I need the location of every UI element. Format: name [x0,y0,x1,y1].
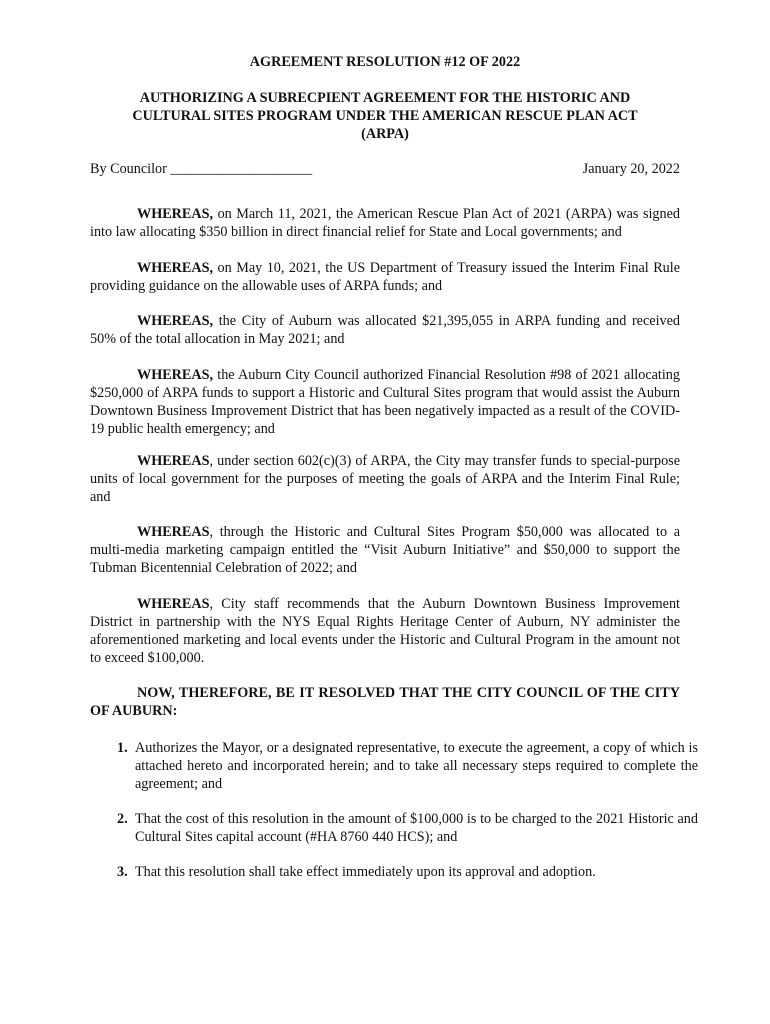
whereas-text: the City of Auburn was allocated $21,395,055 in ARPA funding and received 50% of the total allocation in May 2021; and [90,313,680,347]
item-number: 3. [117,864,128,880]
resolution-date: January 20, 2022 [582,161,680,177]
whereas-clause-4 [90,366,680,438]
item-text: Authorizes the Mayor, or a designated representative, to execute the agreement, a copy of which is attached hereto and incorporated herein; and to take all necessary steps required to complete the agreement; and [135,740,698,792]
resolution-item-2 [117,810,698,846]
whereas-clause-1 [90,205,680,241]
whereas-clause-7 [90,595,680,667]
subtitle-line-1: AUTHORIZING A SUBRECPIENT AGREEMENT FOR THE HISTORIC AND [139,90,631,106]
item-number: 2. [117,811,128,827]
subtitle-line-2: CULTURAL SITES PROGRAM UNDER THE AMERICAN RESCUE PLAN ACT [132,108,638,124]
whereas-clause-2 [90,259,680,295]
whereas-text: , under section 602(c)(3) of ARPA, the City may transfer funds to special-purpose units of local government for the purposes of meeting the goals of ARPA and the Interim Final Rule; and [90,453,680,505]
resolution-item-3 [117,863,698,881]
whereas-clause-6 [90,523,680,577]
whereas-text: on March 11, 2021, the American Rescue Plan Act of 2021 (ARPA) was signed into law allocating $350 billion in direct financial relief for State and Local governments; and [90,206,680,240]
document-subtitle [90,89,680,143]
whereas-lead: WHEREAS [137,453,210,469]
whereas-clause-3 [90,312,680,348]
whereas-text: on May 10, 2021, the US Department of Treasury issued the Interim Final Rule providing guidance on the allowable uses of ARPA funds; and [90,260,680,294]
byline-row [90,160,680,178]
whereas-lead: WHEREAS, [137,206,214,222]
whereas-text: , City staff recommends that the Auburn Downtown Business Improvement District in partnership with the NYS Equal Rights Heritage Center of Auburn, NY administer the aforementioned marketing and local events under the Historic and Cultural Program in the amount not to exceed $100,000. [90,596,680,666]
resolved-clause: NOW, THEREFORE, BE IT RESOLVED THAT THE CITY COUNCIL OF THE CITY OF AUBURN: [90,685,680,719]
subtitle-line-3: (ARPA) [361,126,409,142]
item-text: That the cost of this resolution in the amount of $100,000 is to be charged to the 2021 Historic and Cultural Sites capital account (#HA 8760 440 HCS); and [135,811,698,845]
whereas-lead: WHEREAS, [137,367,214,383]
whereas-lead: WHEREAS [137,596,210,612]
item-text: That this resolution shall take effect immediately upon its approval and adoption. [135,864,596,880]
whereas-lead: WHEREAS, [137,260,214,276]
whereas-text: , through the Historic and Cultural Sites Program $50,000 was allocated to a multi-media marketing campaign entitled the “Visit Auburn Initiative” and $50,000 to support the Tubman Bicentennial Celebration of 2022; and [90,524,680,576]
document-title: AGREEMENT RESOLUTION #12 OF 2022 [249,54,521,70]
whereas-lead: WHEREAS, [137,313,214,329]
whereas-text: the Auburn City Council authorized Financial Resolution #98 of 2021 allocating $250,000 of ARPA funds to support a Historic and Cultural Sites program that would assist the Auburn Downtown Business Improvement District that has been negatively impacted as a result of the COVID-19 public health emergency; and [90,367,680,437]
item-number: 1. [117,740,128,756]
councilor-byline: By Councilor ____________________ [90,161,313,177]
resolution-item-1 [117,739,698,793]
whereas-lead: WHEREAS [137,524,210,540]
whereas-clause-5 [90,452,680,506]
